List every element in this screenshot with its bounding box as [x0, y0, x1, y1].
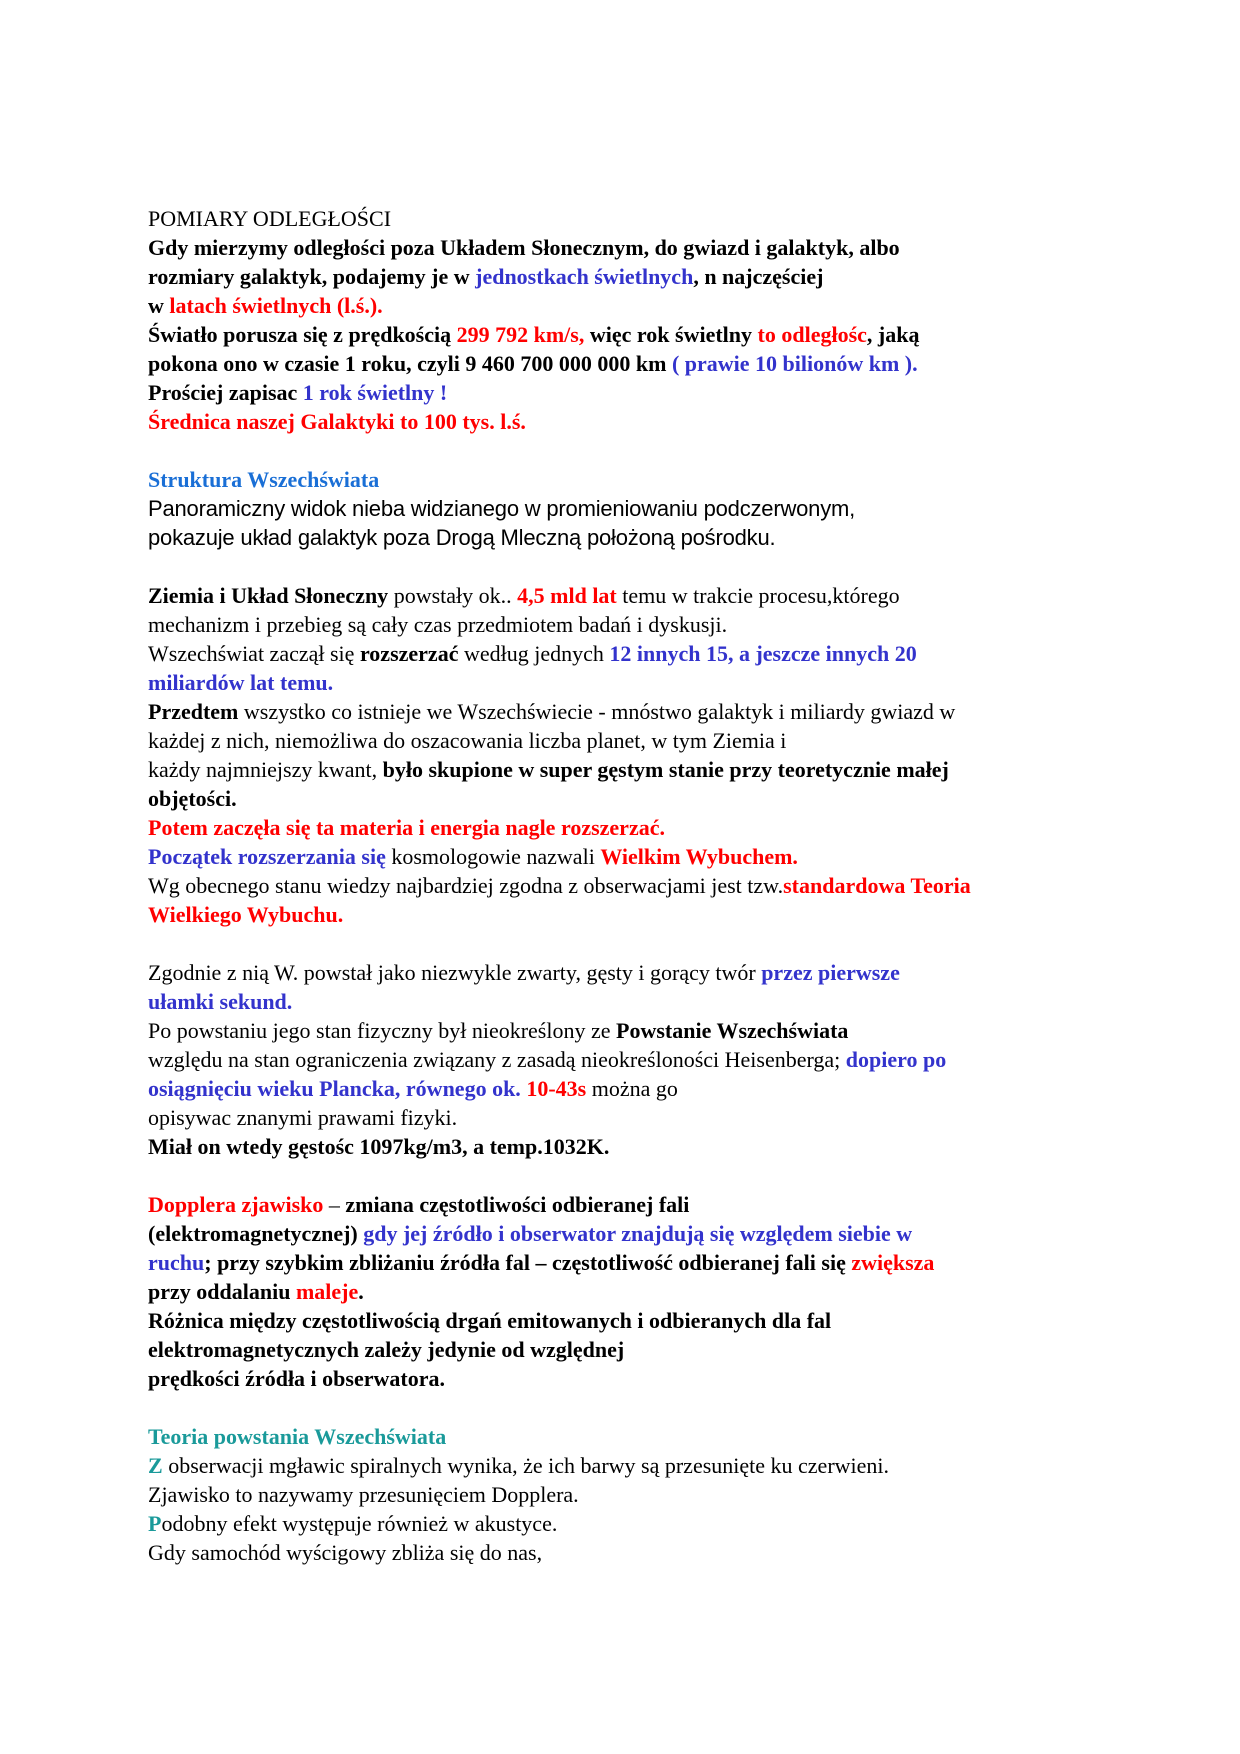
paragraph-line: pokazuje układ galaktyk poza Drogą Mleczną położoną pośrodku.: [148, 525, 776, 550]
paragraph-line: pokona ono w czasie 1 roku, czyli 9 460 700 000 000 km ( prawie 10 bilionów km ).: [148, 351, 918, 376]
paragraph-line: opisywac znanymi prawami fizyki.: [148, 1105, 458, 1130]
paragraph-line: Gdy samochód wyścigowy zbliża się do nas,: [148, 1540, 543, 1565]
paragraph-line: (elektromagnetycznej) gdy jej źródło i obserwator znajdują się względem siebie w: [148, 1221, 913, 1246]
paragraph-line: Panoramiczny widok nieba widzianego w promieniowaniu podczerwonym,: [148, 496, 856, 521]
paragraph-line: Średnica naszej Galaktyki to 100 tys. l.ś.: [148, 409, 526, 434]
spacer: [148, 436, 1108, 465]
spacer: [148, 552, 1108, 581]
paragraph-line: Wg obecnego stanu wiedzy najbardziej zgodna z obserwacjami jest tzw.standardowa Teoria: [148, 873, 971, 898]
paragraph-line: Prościej zapisac 1 rok świetlny !: [148, 380, 448, 405]
paragraph-line: Światło porusza się z prędkością 299 792 km/s, więc rok świetlny to odległośc, jaką: [148, 322, 920, 347]
paragraph-line: Różnica między częstotliwością drgań emitowanych i odbieranych dla fal: [148, 1308, 832, 1333]
section-heading-theory: Teoria powstania Wszechświata: [148, 1424, 447, 1449]
paragraph-line: Początek rozszerzania się kosmologowie nazwali Wielkim Wybuchem.: [148, 844, 798, 869]
spacer: [148, 1393, 1108, 1422]
paragraph-line: osiągnięciu wieku Plancka, równego ok. 10-43s można go: [148, 1076, 678, 1101]
paragraph-line: Potem zaczęła się ta materia i energia nagle rozszerzać.: [148, 815, 665, 840]
paragraph-line: Z obserwacji mgławic spiralnych wynika, że ich barwy są przesunięte ku czerwieni.: [148, 1453, 890, 1478]
paragraph-line: każdej z nich, niemożliwa do oszacowania liczba planet, w tym Ziemia i: [148, 728, 787, 753]
paragraph-line: każdy najmniejszy kwant, było skupione w super gęstym stanie przy teoretycznie małej: [148, 757, 949, 782]
paragraph-line: Po powstaniu jego stan fizyczny był nieokreślony ze Powstanie Wszechświata: [148, 1018, 849, 1043]
paragraph-line: Podobny efekt występuje również w akustyce.: [148, 1511, 558, 1536]
paragraph-line: Wielkiego Wybuchu.: [148, 902, 344, 927]
paragraph-line: rozmiary galaktyk, podajemy je w jednostkach świetlnych, n najczęściej: [148, 264, 824, 289]
paragraph-line: miliardów lat temu.: [148, 670, 334, 695]
paragraph-line: Miał on wtedy gęstośc 1097kg/m3, a temp.1032K.: [148, 1134, 610, 1159]
paragraph-line: Zgodnie z nią W. powstał jako niezwykle zwarty, gęsty i gorący twór przez pierwsze: [148, 960, 900, 985]
paragraph-line: Ziemia i Układ Słoneczny powstały ok.. 4,5 mld lat temu w trakcie procesu,którego: [148, 583, 900, 608]
spacer: [148, 1161, 1108, 1190]
paragraph-line: Gdy mierzymy odległości poza Układem Słonecznym, do gwiazd i galaktyk, albo: [148, 235, 900, 260]
paragraph-line: elektromagnetycznych zależy jedynie od względnej: [148, 1337, 625, 1362]
paragraph-line: przy oddalaniu maleje.: [148, 1279, 364, 1304]
paragraph-line: prędkości źródła i obserwatora.: [148, 1366, 445, 1391]
paragraph-line: ułamki sekund.: [148, 989, 293, 1014]
paragraph-line: ruchu; przy szybkim zbliżaniu źródła fal – częstotliwość odbieranej fali się zwiększa: [148, 1250, 935, 1275]
paragraph-line: Przedtem wszystko co istnieje we Wszechświecie - mnóstwo galaktyk i miliardy gwiazd w: [148, 699, 956, 724]
paragraph-line: Dopplera zjawisko – zmiana częstotliwości odbieranej fali: [148, 1192, 690, 1217]
paragraph-line: w latach świetlnych (l.ś.).: [148, 293, 383, 318]
paragraph-line: objętości.: [148, 786, 237, 811]
section-title-measurements: POMIARY ODLEGŁOŚCI: [148, 206, 392, 231]
section-heading-structure: Struktura Wszechświata: [148, 467, 380, 492]
paragraph-line: względu na stan ograniczenia związany z zasadą nieokreśloności Heisenberga; dopiero po: [148, 1047, 947, 1072]
document-page: [148, 204, 1108, 1567]
paragraph-line: Zjawisko to nazywamy przesunięciem Dopplera.: [148, 1482, 579, 1507]
spacer: [148, 929, 1108, 958]
paragraph-line: mechanizm i przebieg są cały czas przedmiotem badań i dyskusji.: [148, 612, 728, 637]
paragraph-line: Wszechświat zaczął się rozszerzać według jednych 12 innych 15, a jeszcze innych 20: [148, 641, 917, 666]
